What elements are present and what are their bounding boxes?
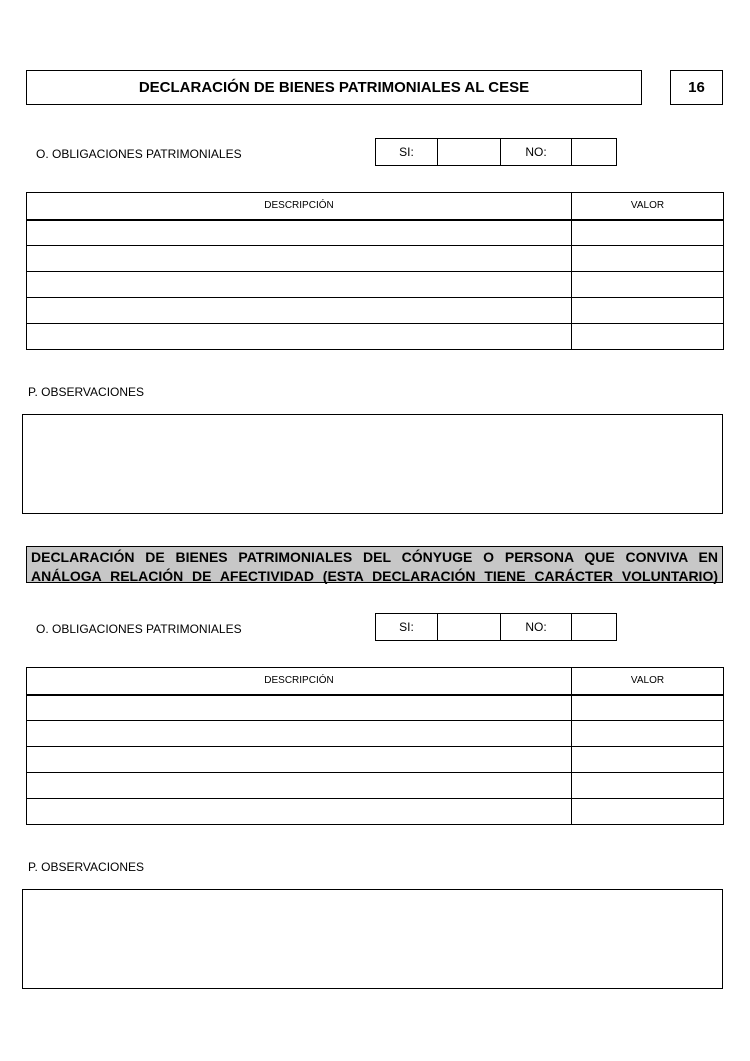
no-label: NO: [501, 139, 572, 165]
column-header-description: DESCRIPCIÓN [27, 668, 572, 695]
spouse-si-label: SI: [376, 614, 438, 640]
value-cell[interactable] [572, 272, 724, 298]
spouse-no-label: NO: [501, 614, 572, 640]
table-row [27, 773, 724, 799]
description-cell[interactable] [27, 721, 572, 747]
spouse-observations-label: P. OBSERVACIONES [28, 860, 145, 874]
observations-label: P. OBSERVACIONES [28, 385, 145, 399]
description-cell[interactable] [27, 747, 572, 773]
value-cell[interactable] [572, 298, 724, 324]
spouse-title-line1: DECLARACIÓN DE BIENES PATRIMONIALES DEL CÓNYUGE O PERSONA QUE CONVIVA EN [31, 549, 718, 565]
description-cell[interactable] [27, 272, 572, 298]
spouse-section-title [26, 546, 723, 583]
table-row [27, 695, 724, 721]
spouse-obligations-label: O. OBLIGACIONES PATRIMONIALES [36, 622, 242, 636]
description-cell[interactable] [27, 695, 572, 721]
no-checkbox[interactable] [572, 139, 616, 165]
table-row [27, 324, 724, 350]
value-cell[interactable] [572, 220, 724, 246]
description-cell[interactable] [27, 298, 572, 324]
table-row [27, 799, 724, 825]
spouse-obligations-table [26, 667, 724, 825]
value-cell[interactable] [572, 747, 724, 773]
yes-no-selector [375, 138, 617, 166]
spouse-si-checkbox[interactable] [438, 614, 501, 640]
value-cell[interactable] [572, 799, 724, 825]
value-cell[interactable] [572, 773, 724, 799]
description-cell[interactable] [27, 324, 572, 350]
value-cell[interactable] [572, 246, 724, 272]
spouse-observations-field[interactable] [22, 889, 723, 989]
description-cell[interactable] [27, 246, 572, 272]
value-cell[interactable] [572, 695, 724, 721]
value-cell[interactable] [572, 324, 724, 350]
column-header-description: DESCRIPCIÓN [27, 193, 572, 220]
table-row [27, 246, 724, 272]
description-cell[interactable] [27, 773, 572, 799]
page-number: 16 [670, 70, 723, 105]
description-cell[interactable] [27, 799, 572, 825]
table-row [27, 220, 724, 246]
column-header-value: VALOR [572, 668, 724, 695]
table-row [27, 721, 724, 747]
column-header-value: VALOR [572, 193, 724, 220]
table-row [27, 298, 724, 324]
description-cell[interactable] [27, 220, 572, 246]
spouse-title-line2: ANÁLOGA RELACIÓN DE AFECTIVIDAD (ESTA DECLARACIÓN TIENE CARÁCTER VOLUNTARIO) [31, 568, 718, 584]
obligations-table [26, 192, 724, 350]
observations-field[interactable] [22, 414, 723, 514]
table-row [27, 272, 724, 298]
spouse-no-checkbox[interactable] [572, 614, 616, 640]
table-row [27, 747, 724, 773]
value-cell[interactable] [572, 721, 724, 747]
spouse-yes-no-selector [375, 613, 617, 641]
si-checkbox[interactable] [438, 139, 501, 165]
document-title: DECLARACIÓN DE BIENES PATRIMONIALES AL CESE [26, 70, 642, 105]
obligations-label: O. OBLIGACIONES PATRIMONIALES [36, 147, 242, 161]
si-label: SI: [376, 139, 438, 165]
